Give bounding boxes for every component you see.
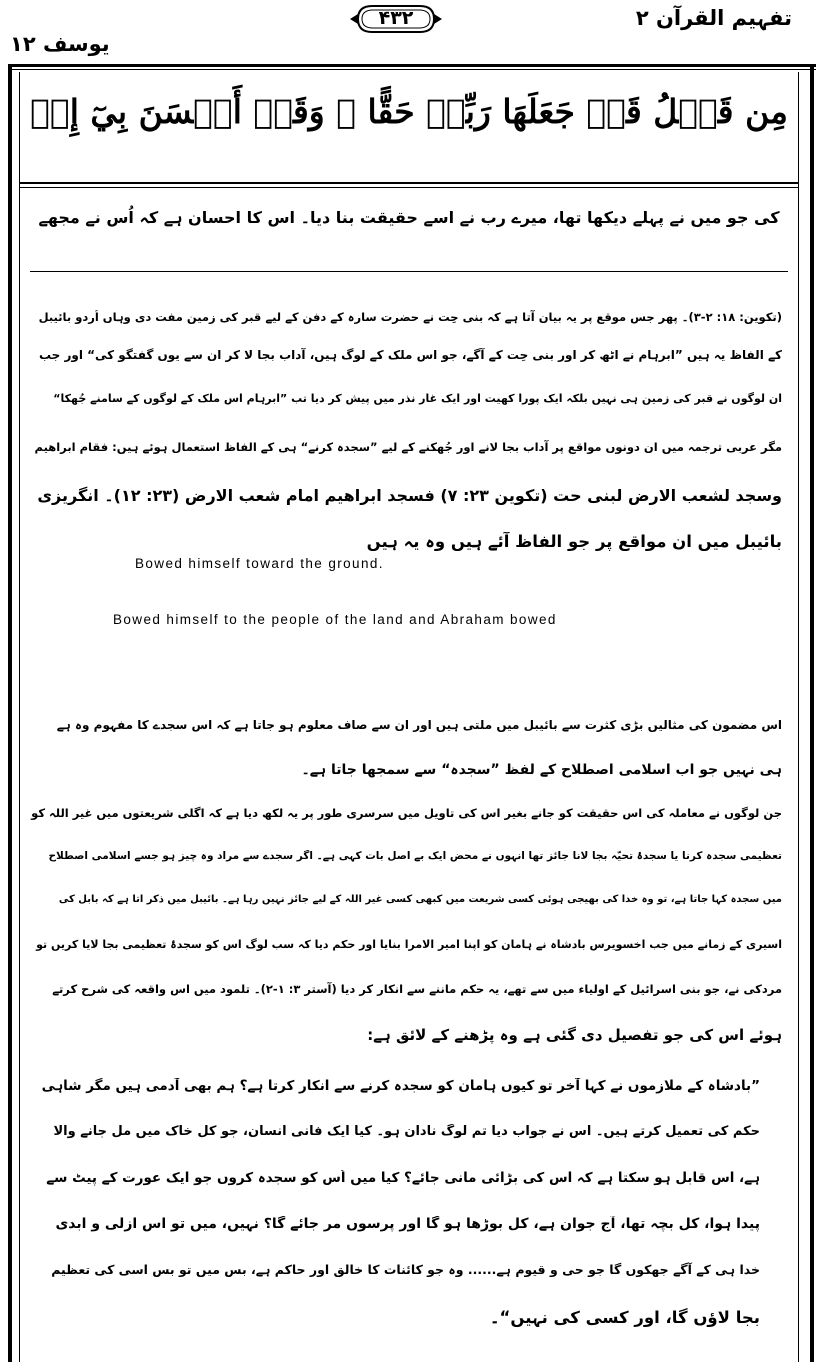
page-number: ۴۳۲ — [378, 7, 414, 29]
quote-line: حکم کی تعمیل کرتے ہیں۔ اس نے جواب دیا تم لوگ نادان ہو۔ کیا ایک فانی انسان، جو کل خاک میں مل جانے والا — [53, 1124, 760, 1139]
commentary-line: ہی نہیں جو اب اسلامی اصطلاح کے لفظ ”سجدہ“ سے سمجھا جاتا ہے۔ — [301, 762, 782, 778]
commentary-line: اس مضمون کی مثالیں بڑی کثرت سے بائیبل میں ملتی ہیں اور ان سے صاف معلوم ہو جاتا ہے کہ اس سجدے کا مفہوم وہ ہے — [56, 718, 782, 732]
commentary-line: جن لوگوں نے معاملہ کی اس حقیقت کو جانے بغیر اس کی تاویل میں سرسری طور پر یہ لکھ دیا ہے کہ اگلی شریعتوں میں غیر اللہ کو — [31, 806, 782, 820]
commentary-line: کے الفاظ یہ ہیں ”ابرہام نے اٹھ کر اور بنی حِت کے آگے، جو اس ملک کے لوگ ہیں، آداب بجا لا کر ان سے یوں گفتگو کی“ اور جب — [38, 348, 782, 362]
commentary-line: (تکوین: ۱۸: ۲-۳)۔ پھر جس موقع پر یہ بیان آتا ہے کہ بنی حِت نے حضرت سارہ کے دفن کے لیے قبر کی زمین مفت دی وہاں اُردو بائیبل — [38, 310, 782, 324]
page-header — [0, 0, 816, 56]
frame-inner-left — [19, 72, 20, 1362]
commentary-line: مگر عربی ترجمہ میں ان دونوں مواقع پر آداب بجا لانے اور جُھکنے کے لیے ”سجدہ کرنے“ ہی کے الفاظ استعمال ہوئے ہیں: فقام ابراهیم — [34, 440, 782, 454]
page-frame — [8, 64, 814, 1362]
surah-name: یوسف ۱۲ — [10, 32, 110, 56]
quote-line: خدا ہی کے آگے جھکوں گا جو حی و قیوم ہے...... وہ جو کائنات کا خالق اور حاکم ہے، بس میں تو بس اسی کی تعظیم — [51, 1262, 760, 1277]
divider — [20, 187, 798, 188]
quote-line: پیدا ہوا، کل بچہ تھا، آج جوان ہے، کل بوڑھا ہو گا اور پرسوں مر جائے گا؟ نہیں، میں تو اس ازلی و ابدی — [55, 1216, 760, 1232]
commentary-line: میں سجدہ کہا جاتا ہے، تو وہ خدا کی بھیجی ہوئی کسی شریعت میں کبھی کسی غیر اللہ کے لیے جائز نہیں رہا ہے۔ بائیبل میں ذکر آتا ہے کہ بابل کی — [58, 894, 782, 905]
verse-translation: کی جو میں نے پہلے دیکھا تھا، میرے رب نے اسے حقیقت بنا دیا۔ اس کا احسان ہے کہ اُس نے مجھے — [38, 208, 780, 227]
frame-inner-right — [798, 72, 799, 1362]
english-quote: Bowed himself to the people of the land and Abraham bowed — [113, 612, 557, 627]
divider — [20, 182, 798, 184]
page-number-badge — [348, 2, 444, 36]
book-title: تفہیم القرآن ۲ — [635, 6, 792, 30]
commentary-line: ان لوگوں نے قبر کی زمین ہی نہیں بلکہ ایک پورا کھیت اور ایک غار نذر میں پیش کر دیا تب ”ابرہام اس ملک کے لوگوں کے سامنے جُھکا“ — [53, 392, 782, 405]
commentary-line: بائیبل میں ان مواقع پر جو الفاظ آئے ہیں وہ یہ ہیں — [366, 532, 782, 551]
commentary-line: وسجد لشعب الارض لبنی حت (تکوین ۲۳: ۷) فسجد ابراهيم امام شعب الارض (۲۳: ۱۲)۔ انگریزی — [37, 486, 782, 505]
commentary-line: مردکی نے، جو بنی اسرائیل کے اولیاء میں سے تھے، یہ حکم ماننے سے انکار کر دیا (آستر ۳: ۱-۲)۔ تلمود میں اس واقعہ کی شرح کرتے — [52, 982, 782, 996]
quote-line: ہے، اس قابل ہو سکتا ہے کہ اس کی بڑائی مانی جائے؟ کیا میں اُس کو سجدہ کروں جو ایک عورت کے پیٹ سے — [46, 1170, 760, 1186]
divider — [30, 271, 788, 272]
english-quote: Bowed himself toward the ground. — [135, 556, 384, 571]
quote-line: بجا لاؤں گا، اور کسی کی نہیں“۔ — [489, 1308, 760, 1327]
quote-line: ”بادشاہ کے ملازموں نے کہا آخر تو کیوں ہامان کو سجدہ کرنے سے انکار کرتا ہے؟ ہم بھی آدمی ہیں مگر شاہی — [41, 1078, 760, 1094]
commentary-line: تعظیمی سجدہ کرنا یا سجدۂ تحیّہ بجا لانا جائز تھا انہوں نے محض ایک بے اصل بات کہی ہے۔ اگر سجدے سے مراد وہ چیز ہو جسے اسلامی اصطلاح — [48, 850, 782, 862]
commentary-line: ہوئے اس کی جو تفصیل دی گئی ہے وہ پڑھنے کے لائق ہے: — [367, 1026, 782, 1044]
commentary-line: اسیری کے زمانے میں جب اخسویرس بادشاہ نے ہامان کو اپنا امیر الامرا بنایا اور حکم دیا کہ سب لوگ اس کو سجدۂ تعظیمی بجا لایا کریں تو — [36, 938, 782, 951]
quran-verse-arabic: مِن قَبۡلُ قَدۡ جَعَلَهَا رَبِّيۡ حَقًّا ۖ وَقَدۡ أَحۡسَنَ بِيٓ إِذۡ — [30, 92, 788, 131]
